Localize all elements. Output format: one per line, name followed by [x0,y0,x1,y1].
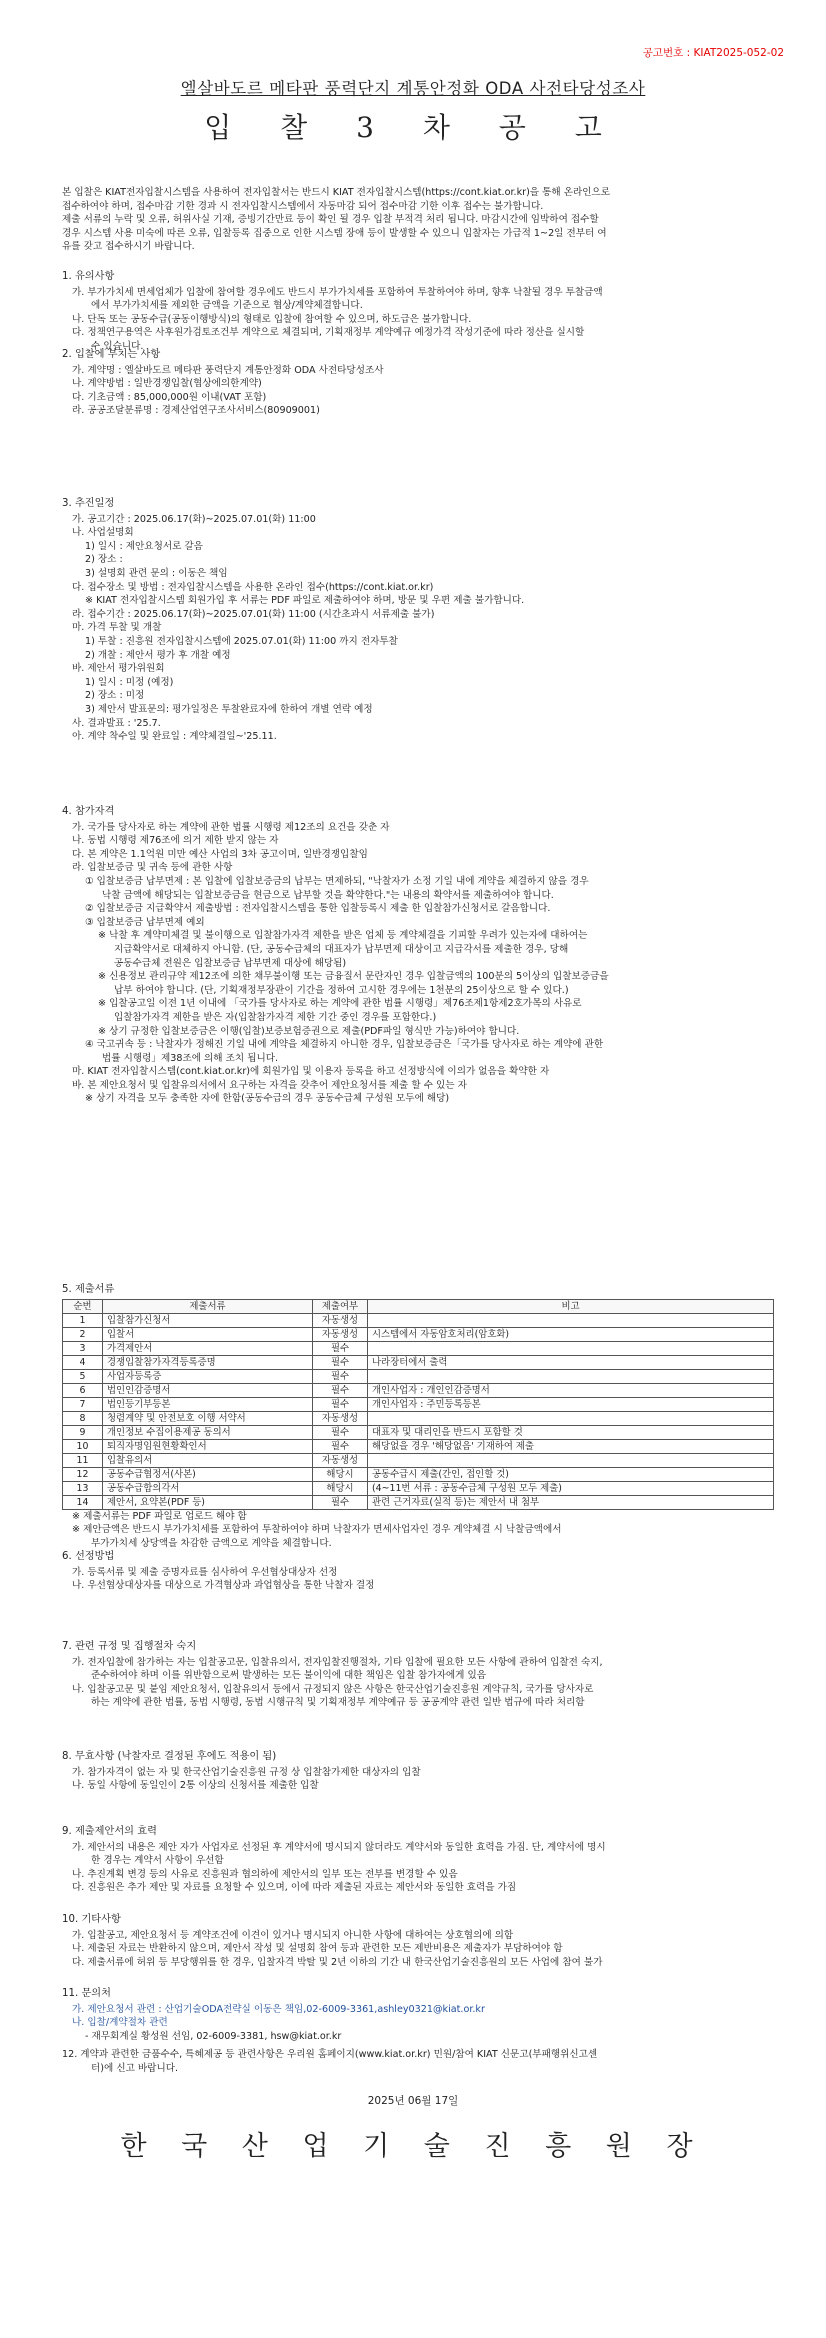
section-line: 바. 제안서 평가위원회 [72,663,165,675]
section-line: 가. 계약명 : 엘살바도르 메타판 풍력단지 계통안정화 ODA 사전타당성조사 [72,364,384,376]
documents-table-body [63,1313,774,1509]
section-line: 나. 입찰공고문 및 붙임 제안요청서, 입찰유의서 등에서 규정되지 않은 사항은 한국산업기술진흥원 계약규칙, 국가를 당사자로 [72,1683,594,1695]
section-regulations [62,1640,774,1710]
section-heading: 4. 참가자격 [62,806,115,817]
table-cell: 10 [63,1439,103,1453]
table-cell: 입찰서 [103,1327,313,1341]
table-row [63,1411,774,1425]
section-heading: 11. 문의처 [62,1988,111,1999]
section-line: 나. 우선협상대상자를 대상으로 가격협상과 과업협상을 통한 낙찰자 결정 [72,1580,375,1592]
section-line: 지급확약서로 대체하지 아니함. (단, 공동수급체의 대표자가 납부면제 대상이고 지급각서를 제출한 경우, 당해 [114,943,569,955]
section-selection-method [62,1550,774,1593]
section-body [62,1841,774,1895]
section-eligibility [62,805,774,1106]
section-line: ※ 상기 규정한 입찰보증금은 이행(입찰)보증보험증권으로 제출(PDF파일 형식만 가능)하여야 합니다. [98,1025,520,1037]
table-cell: 청렴계약 및 안전보호 이행 서약서 [103,1411,313,1425]
table-cell: 공동수급합의각서 [103,1481,313,1495]
table-cell: 공동수급시 제출(간인, 접인할 것) [368,1467,774,1481]
column-header: 비고 [368,1299,774,1313]
section-line: 법률 시행령」제38조에 의해 조치 됩니다. [102,1052,279,1064]
section-line: 가. 전자입찰에 참가하는 자는 입찰공고문, 입찰유의서, 전자입찰진행절차, 기타 입찰에 필요한 모든 사항에 관하여 입찰전 숙지, [72,1656,603,1668]
section-precautions [62,270,774,354]
table-cell: 14 [63,1495,103,1509]
section-line: ① 입찰보증금 납부면제 : 본 입찰에 입찰보증금의 납부는 면제하되, "낙찰자가 소정 기일 내에 계약을 체결하지 않을 경우 [85,875,589,887]
table-row [63,1481,774,1495]
table-header-row [63,1299,774,1313]
notice-number: 공고번호 : KIAT2025-052-02 [642,47,784,59]
notice-date: 2025년 06월 17일 [367,2095,459,2107]
section-line: 가. 공고기간 : 2025.06.17(화)~2025.07.01(화) 11:00 [72,513,316,525]
section-line: 나. 계약방법 : 일반경쟁입찰(협상에의한계약) [72,378,262,390]
table-row [63,1383,774,1397]
section-heading: 8. 무효사항 (낙찰자로 결정된 후에도 적용이 됨) [62,1751,277,1762]
section-line: 가. 등록서류 및 제출 증명자료를 심사하여 우선협상대상자 선정 [72,1566,338,1578]
section-line: 다. 본 계약은 1.1억원 미만 예산 사업의 3차 공고이며, 일반경쟁입찰임 [72,848,368,860]
section-line: 다. 정책연구용역은 사후원가검토조건부 계약으로 체결되며, 기획재정부 계약예규 예정가격 작성기준에 따라 정산을 실시할 [72,327,585,339]
section-line: 준수하여야 하며 이를 위반함으로써 발생하는 모든 불이익에 대한 책임은 입찰 참가자에게 있음 [91,1670,486,1682]
table-row [63,1397,774,1411]
section-line: 라. 접수기간 : 2025.06.17(화)~2025.07.01(화) 11:00 (시간초과시 서류제출 불가) [72,608,435,620]
table-cell: 개인사업자 : 주민등록등본 [368,1397,774,1411]
section-line: 다. 진흥원은 추가 제안 및 자료를 요청할 수 있으며, 이에 따라 제출된 자료는 제안서와 동일한 효력을 가짐 [72,1882,517,1894]
section-line: 라. 공공조달분류명 : 경제산업연구조사서비스(80909001) [72,405,320,417]
table-row [63,1495,774,1509]
section-line: 1) 일시 : 미정 (예정) [85,676,174,688]
section-line: 마. 가격 투찰 및 개찰 [72,622,162,634]
table-cell [368,1341,774,1355]
section-line: ※ 입찰공고일 이전 1년 이내에 「국가를 당사자로 하는 계약에 관한 법률 시행령」제76조제1항제2호가목의 사유로 [98,998,582,1010]
section-line: 납부 하여야 합니다. (단, 기획재정부장관이 기간을 정하여 고시한 경우에는 1천분의 25이상으로 할 수 있다.) [114,984,569,996]
table-cell: 8 [63,1411,103,1425]
table-cell: 11 [63,1453,103,1467]
section-schedule [62,497,774,744]
section-line: ※ 신용정보 관리규약 제12조에 의한 채무불이행 또는 금융질서 문란자인 경우 입찰금액의 100분의 5이상의 입찰보증금을 [98,971,609,983]
table-cell: 필수 [313,1369,368,1383]
table-cell: 공동수급협정서(사본) [103,1467,313,1481]
table-cell: 법인등기부등본 [103,1397,313,1411]
project-title: 엘살바도르 메타판 풍력단지 계통안정화 ODA 사전타당성조사 [180,79,646,98]
table-cell: 3 [63,1341,103,1355]
table-cell: 자동생성 [313,1453,368,1467]
section-bid-items [62,348,774,418]
table-row [63,1327,774,1341]
section-heading: 9. 제출제안서의 효력 [62,1826,157,1837]
section-line: ③ 입찰보증금 납부면제 예외 [85,916,205,928]
intro-paragraph [62,186,774,254]
section-line: 나. 추진계획 변경 등의 사유로 진흥원과 협의하에 제안서의 일부 또는 전부를 변경할 수 있음 [72,1868,458,1880]
table-row [63,1453,774,1467]
table-cell [368,1453,774,1467]
table-cell: 자동생성 [313,1327,368,1341]
document-title: 입 찰 3 차 공 고 [204,111,622,144]
table-cell: 해당시 [313,1467,368,1481]
section-heading: 5. 제출서류 [62,1284,115,1295]
section-line: 3) 제안서 발표문의: 평가일정은 투찰완료자에 한하여 개별 연락 예정 [85,703,373,715]
table-cell: 자동생성 [313,1411,368,1425]
section-line: 가. 참가자격이 없는 자 및 한국산업기술진흥원 규정 상 입찰참가제한 대상자의 입찰 [72,1766,421,1778]
section-line: ※ 상기 자격을 모두 충족한 자에 한함(공동수급의 경우 공동수급체 구성원 모두에 해당) [85,1093,450,1105]
section-line: 마. KIAT 전자입찰시스템(cont.kiat.or.kr)에 회원가입 및 이용자 등록을 하고 선정방식에 이의가 없음을 확약한 자 [72,1066,550,1078]
section-line: 다. 기초금액 : 85,000,000원 이내(VAT 포함) [72,391,267,403]
section-invalidity [62,1750,774,1793]
table-cell: 개인정보 수집이용제공 동의서 [103,1425,313,1439]
section-line: 가. 제안요청서 관련 : 산업기술ODA전략실 이동은 책임,02-6009-3361,ashley0321@kiat.or.kr [72,2003,485,2015]
table-cell [368,1369,774,1383]
table-cell: 법인인감증명서 [103,1383,313,1397]
section-body [62,1566,774,1593]
table-cell: 13 [63,1481,103,1495]
section-line: 한 경우는 계약서 사항이 우선함 [91,1855,224,1867]
table-cell: 필수 [313,1355,368,1369]
table-cell: 시스템에서 자동암호처리(암호화) [368,1327,774,1341]
table-row [63,1425,774,1439]
section-line: 터)에 신고 바랍니다. [91,2062,179,2074]
section-line: ④ 국고귀속 등 : 낙찰자가 정해진 기일 내에 계약을 체결하지 아니한 경우, 입찰보증금은「국가를 당사자로 하는 계약에 관한 [85,1039,604,1051]
section-line: 1) 투찰 : 진흥원 전자입찰시스템에 2025.07.01(화) 11:00 까지 전자투찰 [85,635,398,647]
section-line: 아. 계약 착수일 및 완료일 : 계약체결일~'25.11. [72,731,277,743]
intro-line: 경우 시스템 사용 미숙에 따른 오류, 입찰등록 집중으로 인한 시스템 장애 등이 발생할 수 있으니 입찰자는 가급적 1~2일 전부터 여 [62,227,607,239]
table-cell: 9 [63,1425,103,1439]
table-row [63,1313,774,1327]
table-cell: 필수 [313,1439,368,1453]
section-line: 공동수급체 전원은 입찰보증금 납부면제 대상에 해당됨) [114,957,347,969]
section-report [62,2048,774,2075]
section-line: ② 입찰보증금 지급확약서 제출방법 : 전자입찰시스템을 통한 입찰등록시 제출 한 입찰참가신청서로 갈음합니다. [85,903,551,915]
table-row [63,1369,774,1383]
section-line: 2) 개찰 : 제안서 평가 후 개찰 예정 [85,649,231,661]
table-cell: 경쟁입찰참가자격등록증명 [103,1355,313,1369]
section-line: 바. 본 제안요청서 및 입찰유의서에서 요구하는 자격을 갖추어 제안요청서를 제출 할 수 있는 자 [72,1079,467,1091]
table-cell: 나라장터에서 출력 [368,1355,774,1369]
section-body [62,2003,774,2044]
section-proposal-validity [62,1825,774,1895]
section-line: 나. 입찰/계약절차 관련 [72,2017,168,2029]
table-cell: 입찰유의서 [103,1453,313,1467]
section-line: 나. 동일 사항에 동일인이 2통 이상의 신청서를 제출한 입찰 [72,1780,319,1792]
section-body [62,1656,774,1710]
table-cell: 제안서, 요약본(PDF 등) [103,1495,313,1509]
section-line: 하는 계약에 관한 법률, 동법 시행령, 동법 시행규칙 및 기획재정부 계약예규 등 공공계약 관련 일반 법규에 따라 처리함 [91,1697,585,1709]
table-cell: 대표자 및 대리인을 반드시 포함할 것 [368,1425,774,1439]
section-line: 1) 일시 : 제안요청서로 갈음 [85,540,203,552]
intro-line: 유를 갖고 접수하시기 바랍니다. [62,241,195,253]
section-heading: 10. 기타사항 [62,1914,121,1925]
section-heading: 2. 입찰에 부치는 사항 [62,349,161,360]
section-body [62,2048,774,2075]
section-body [62,513,774,744]
section-heading: 6. 선정방법 [62,1551,115,1562]
table-note: ※ 제출서류는 PDF 파일로 업로드 해야 함 [72,1510,247,1522]
section-line: 가. 입찰공고, 제안요청서 등 계약조건에 이견이 있거나 명시되지 아니한 사항에 대하여는 상호협의에 의함 [72,1929,514,1941]
section-line: 가. 국가를 당사자로 하는 계약에 관한 법률 시행령 제12조의 요건을 갖춘 자 [72,821,390,833]
section-line: 다. 접수장소 및 방법 : 전자입찰시스템을 사용한 온라인 접수(https://cont.kiat.or.kr) [72,581,434,593]
section-body [62,821,774,1106]
section-line: 에서 부가가치세를 제외한 금액을 기준으로 협상/계약체결합니다. [91,300,363,312]
table-cell: 사업자등록증 [103,1369,313,1383]
table-cell: 2 [63,1327,103,1341]
section-line: 라. 입찰보증금 및 귀속 등에 관한 사항 [72,862,233,874]
section-line: 입찰참가자격 제한을 받은 자(입찰참가자격 제한 기간 중인 경우를 포함한다.) [114,1011,437,1023]
section-heading: 1. 유의사항 [62,271,115,282]
table-cell: 필수 [313,1397,368,1411]
table-row [63,1341,774,1355]
table-cell: 1 [63,1313,103,1327]
table-cell [368,1313,774,1327]
section-line: 나. 단독 또는 공동수급(공동이행방식)의 형태로 입찰에 참여할 수 있으며, 하도급은 불가합니다. [72,313,472,325]
issuer-name: 한 국 산 업 기 술 진 흥 원 장 [120,2131,706,2162]
section-line: 나. 동법 시행령 제76조에 의거 제한 받지 않는 자 [72,835,279,847]
section-line: 나. 사업설명회 [72,527,134,539]
table-cell: 개인사업자 : 개인인감증명서 [368,1383,774,1397]
section-line: 수 있습니다. [91,340,144,352]
section-line: 가. 부가가치세 면세업체가 입찰에 참여할 경우에도 반드시 부가가치세를 포함하여 투찰하여야 하며, 향후 낙찰될 경우 투찰금액 [72,286,603,298]
table-cell: 가격제안서 [103,1341,313,1355]
table-cell: 해당없을 경우 '해당없음' 기재하여 제출 [368,1439,774,1453]
section-line: ※ KIAT 전자입찰시스템 회원가입 후 서류는 PDF 파일로 제출하여야 하며, 방문 및 우편 제출 불가합니다. [85,595,525,607]
section-other [62,1913,774,1969]
table-row [63,1439,774,1453]
table-cell: 입찰참가신청서 [103,1313,313,1327]
intro-line: 제출 서류의 누락 및 오류, 허위사실 기재, 증빙기간만료 등이 확인 될 경우 입찰 부적격 처리 됩니다. 마감시간에 임박하여 접수할 [62,214,599,226]
documents-table [62,1299,774,1510]
intro-line: 접수하여야 하며, 접수마감 기한 경과 시 전자입찰시스템에서 자동마감 되어 접수마감 기한 이후 접수는 불가합니다. [62,200,544,212]
section-line: 2) 장소 : 미정 [85,690,145,702]
table-cell: 해당시 [313,1481,368,1495]
section-body [62,1766,774,1793]
column-header: 순번 [63,1299,103,1313]
table-cell: 4 [63,1355,103,1369]
section-line: 2) 장소 : [85,554,123,566]
section-line: - 재무회계실 황성원 선임, 02-6009-3381, hsw@kiat.or.kr [85,2030,342,2042]
table-cell: 7 [63,1397,103,1411]
intro-line: 본 입찰은 KIAT전자입찰시스템을 사용하여 전자입찰서는 반드시 KIAT 전자입찰시스템(https://cont.kiat.or.kr)을 통해 온라인으로 [62,187,611,198]
section-line: 12. 계약과 관련한 금품수수, 특혜제공 등 관련사항은 우리원 홈페이지(www.kiat.or.kr) 민원/참여 KIAT 신문고(부패행위신고센 [62,2049,598,2060]
section-body [62,364,774,418]
table-cell: 관련 근거자료(실적 등)는 제안서 내 첨부 [368,1495,774,1509]
table-cell: 6 [63,1383,103,1397]
table-cell: 자동생성 [313,1313,368,1327]
table-note: 부가가치세 상당액을 차감한 금액으로 계약을 체결합니다. [91,1537,332,1549]
section-line: ※ 낙찰 후 계약미체결 및 불이행으로 입찰참가자격 제한을 받은 업체 등 계약체결을 기피할 우려가 있는자에 대하여는 [98,930,588,942]
table-row [63,1467,774,1481]
table-cell: 필수 [313,1383,368,1397]
table-cell: 필수 [313,1495,368,1509]
section-body [62,1929,774,1970]
section-line: 3) 설명회 관련 문의 : 이동은 책임 [85,567,228,579]
section-line: 사. 결과발표 : '25.7. [72,717,161,729]
column-header: 제출서류 [103,1299,313,1313]
section-contact [62,1987,774,2043]
section-heading: 7. 관련 규정 및 집행절차 숙지 [62,1641,197,1652]
table-row [63,1355,774,1369]
section-line: 낙찰 금액에 해당되는 입찰보증금을 현금으로 납부할 것을 확약한다."는 내용의 확약서를 제출하여야 합니다. [102,889,554,901]
table-cell: 퇴직자명임원현황확인서 [103,1439,313,1453]
table-cell: 5 [63,1369,103,1383]
table-cell: (4~11번 서류 : 공동수급체 구성원 모두 제출) [368,1481,774,1495]
table-cell: 필수 [313,1425,368,1439]
section-line: 가. 제안서의 내용은 제안 자가 사업자로 선정된 후 계약서에 명시되지 않더라도 계약서와 동일한 효력을 가짐. 단, 계약서에 명시 [72,1841,606,1853]
table-cell: 필수 [313,1341,368,1355]
table-cell [368,1411,774,1425]
section-line: 다. 제출서류에 허위 등 부당행위를 한 경우, 입찰자격 박탈 및 2년 이하의 기간 내 한국산업기술진흥원의 모든 사업에 참여 불가 [72,1956,603,1968]
column-header: 제출여부 [313,1299,368,1313]
table-note: ※ 제안금액은 반드시 부가가치세를 포함하여 투찰하여야 하며 낙찰자가 면세사업자인 경우 계약체결 시 낙찰금액에서 [72,1524,562,1536]
section-heading: 3. 추진일정 [62,498,115,509]
section-required-documents [62,1283,774,1550]
section-line: 나. 제출된 자료는 반환하지 않으며, 제안서 작성 및 설명회 참여 등과 관련한 모든 제반비용은 제출자가 부담하여야 함 [72,1943,563,1955]
table-cell: 12 [63,1467,103,1481]
section-body [62,286,774,354]
